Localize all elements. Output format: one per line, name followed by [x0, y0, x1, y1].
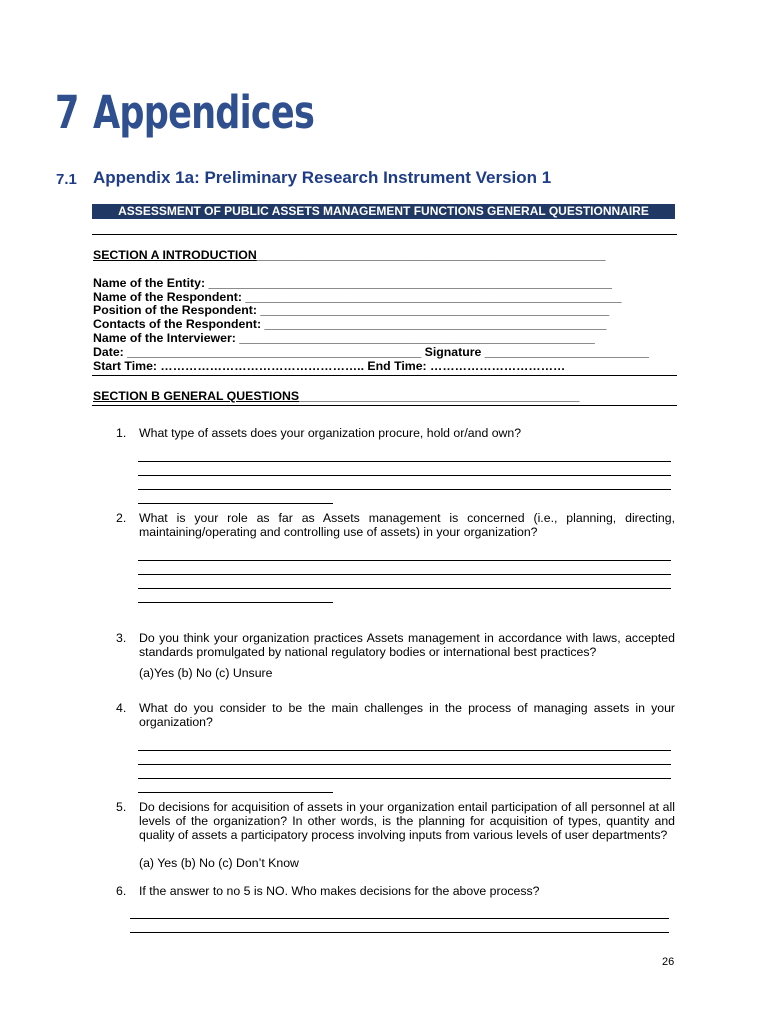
- section-b-heading-text: SECTION B GENERAL QUESTIONS: [93, 389, 300, 403]
- field-blank[interactable]: ___________________________________________________: [256, 303, 610, 317]
- chapter-title: Appendices: [93, 86, 315, 139]
- answer-line[interactable]: [138, 503, 333, 504]
- field-contacts: [93, 317, 606, 331]
- answer-line[interactable]: [138, 560, 671, 561]
- section-title: Appendix 1a: Preliminary Research Instrument Version 1: [93, 168, 552, 187]
- answer-line[interactable]: [138, 778, 671, 779]
- field-start-end-time: Start Time: ………………………………………….. End Time: ……………………………: [93, 359, 566, 373]
- section-a-heading-text: SECTION A INTRODUCTION: [93, 248, 257, 262]
- answer-line[interactable]: [138, 750, 671, 751]
- field-label: Name of the Interviewer:: [93, 331, 236, 345]
- page-number: 26: [662, 956, 675, 968]
- answer-line[interactable]: [138, 602, 333, 603]
- field-blank[interactable]: ____________________________________________________: [235, 331, 595, 345]
- answer-line[interactable]: [138, 792, 333, 793]
- question-1-number: 1.: [116, 426, 127, 440]
- field-respondent: [93, 290, 622, 304]
- answer-line[interactable]: [138, 475, 671, 476]
- field-date-signature: Date: ___________________________________________ Signature ________________________: [93, 345, 649, 359]
- section-a-heading-fill: ___________________________________________________: [256, 248, 606, 262]
- question-3-text: Do you think your organization practices Assets management in accordance with laws, accepted standards promulgated by national regulatory bodies or international best practices?: [139, 631, 675, 659]
- answer-line[interactable]: [130, 932, 669, 933]
- answer-line[interactable]: [138, 588, 671, 589]
- divider: [92, 375, 677, 376]
- section-a-heading: [93, 248, 606, 262]
- question-6-text: If the answer to no 5 is NO. Who makes decisions for the above process?: [139, 884, 540, 898]
- section-number: 7.1: [56, 171, 77, 188]
- question-3-number: 3.: [116, 631, 127, 645]
- question-5-text: Do decisions for acquisition of assets in your organization entail participation of all personnel at all levels of the organization? In other words, is the planning for acquisition of types, quantity and quality of assets a participatory process involving inputs from various levels of user departments?: [139, 800, 675, 842]
- field-label: Contacts of the Respondent:: [93, 317, 262, 331]
- divider: [92, 234, 677, 235]
- field-blank[interactable]: __________________________________________________: [261, 317, 607, 331]
- question-2-text: What is your role as far as Assets management is concerned (i.e., planning, directing, maintaining/operating and controlling use of assets) in your organization?: [139, 511, 675, 539]
- section-b-heading-fill: _________________________________________: [299, 389, 580, 403]
- field-label: Name of the Entity:: [93, 276, 206, 290]
- question-5-number: 5.: [116, 800, 127, 814]
- question-3-options[interactable]: (a)Yes (b) No (c) Unsure: [139, 666, 273, 680]
- question-4-text: What do you consider to be the main challenges in the process of managing assets in your organization?: [139, 701, 675, 729]
- field-position: [93, 303, 609, 317]
- answer-line[interactable]: [138, 574, 671, 575]
- field-label: Position of the Respondent:: [93, 303, 257, 317]
- divider: [92, 405, 677, 406]
- question-1-text: What type of assets does your organization procure, hold or/and own?: [139, 426, 522, 440]
- answer-line[interactable]: [138, 461, 671, 462]
- section-b-heading: [93, 389, 580, 403]
- field-blank[interactable]: _______________________________________________________: [241, 290, 622, 304]
- answer-line[interactable]: [138, 489, 671, 490]
- field-interviewer: [93, 331, 595, 345]
- questionnaire-banner: ASSESSMENT OF PUBLIC ASSETS MANAGEMENT FUNCTIONS GENERAL QUESTIONNAIRE: [92, 204, 675, 219]
- question-2-number: 2.: [116, 511, 127, 525]
- question-4-number: 4.: [116, 701, 127, 715]
- field-label: Name of the Respondent:: [93, 290, 242, 304]
- answer-line[interactable]: [130, 918, 669, 919]
- field-entity: [93, 276, 612, 290]
- chapter-number: 7: [55, 86, 79, 139]
- question-6-number: 6.: [116, 884, 127, 898]
- field-blank[interactable]: ___________________________________________________________: [205, 276, 612, 290]
- answer-line[interactable]: [138, 764, 671, 765]
- question-5-options[interactable]: (a) Yes (b) No (c) Don’t Know: [139, 856, 299, 870]
